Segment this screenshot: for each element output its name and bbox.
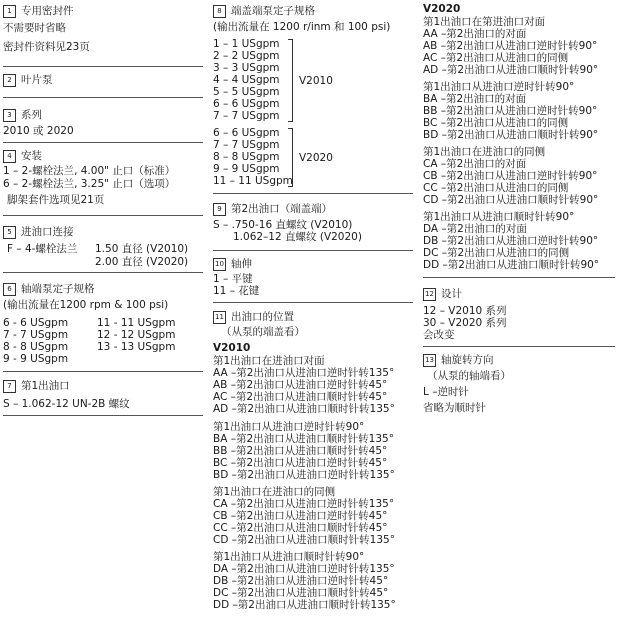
design-v2020: 30 – V2020 系列 (423, 317, 507, 329)
port-position-item: AC –第2出油口从进油口顺时针转45° (213, 391, 388, 403)
divider (213, 193, 413, 194)
port-position-item: DB –第2出油口从进油口逆时针转45° (213, 575, 389, 587)
section-number-box: 13 (423, 354, 436, 367)
divider (3, 415, 203, 416)
port-position-item: CC –第2出油口从进油口顺时针转45° (213, 522, 388, 534)
divider (3, 272, 203, 273)
port-position-item: BB –第2出油口从进油口逆时针转90° (423, 105, 598, 117)
section-13-heading (423, 354, 494, 367)
port-position-item: AA –第2出油口的对面 (423, 28, 527, 40)
divider (3, 97, 203, 98)
divider (3, 66, 203, 67)
section-3-heading (3, 109, 42, 122)
cover-ring-size-v2010: 3 – 3 USgpm (213, 62, 280, 74)
section-4-heading (3, 150, 42, 163)
port-position-item: AA –第2出油口从进油口逆时针转135° (213, 367, 395, 379)
port-position-item: BD –第2出油口从进油口逆时针转135° (213, 469, 395, 481)
section-title: 系列 (21, 109, 42, 121)
ring-size-left-item: 8 - 8 USgpm (3, 341, 69, 353)
ring-size-left-item: 7 - 7 USgpm (3, 329, 69, 341)
section-title: 第1出油口 (21, 380, 70, 392)
port-group-heading: 第1出油口从进油口逆时针转90° (213, 421, 365, 433)
port-position-item: BD –第2出油口从进油口顺时针转90° (423, 129, 599, 141)
ring-size-right-item: 13 - 13 USgpm (97, 341, 176, 353)
section-number-box: 12 (423, 288, 436, 301)
divider (423, 277, 615, 278)
section-number-box: 11 (213, 311, 226, 324)
cover-ring-size-v2010: 4 – 4 USgpm (213, 74, 280, 86)
ring-size-left-item: 6 - 6 USgpm (3, 317, 69, 329)
section-number-box: 6 (3, 283, 16, 296)
mounting-option-6: 6 – 2-螺栓法兰, 3.25" 止口（选项） (3, 178, 176, 190)
port-group-heading: 第1出油口在进油口对面 (213, 355, 325, 367)
shaft-option-spline: 11 – 花键 (213, 285, 260, 297)
foot-kit-reference: 脚架套件选项见21页 (7, 194, 105, 206)
section-title: 第2出油口（端盖端） (231, 203, 333, 215)
ring-size-right-item: 12 - 12 USgpm (97, 329, 176, 341)
cover-ring-size-v2010: 2 – 2 USgpm (213, 50, 280, 62)
divider (423, 346, 615, 347)
port-position-item: CB –第2出油口从进油口逆时针转45° (213, 510, 388, 522)
series-heading-v2010: V2010 (213, 342, 251, 354)
outlet-2-thread-v2010: S – .750-16 直螺纹 (V2010) (213, 219, 353, 231)
section-title: 轴旋转方向 (441, 354, 494, 366)
section-title: 出油口的位置 (231, 311, 294, 323)
cover-ring-size-v2020: 8 – 8 USgpm (213, 151, 280, 163)
section-number-box: 2 (3, 74, 16, 87)
cover-ring-size-v2010: 6 – 6 USgpm (213, 98, 280, 110)
port-position-item: DC –第2出油口从进油口的同侧 (423, 247, 570, 259)
group-label-v2020: V2020 (299, 152, 333, 164)
cover-ring-size-v2010: 7 – 7 USgpm (213, 110, 280, 122)
port-position-item: BA –第2出油口的对面 (423, 93, 527, 105)
port-position-item: BA –第2出油口从进油口顺时针转135° (213, 433, 394, 445)
section-1-heading (3, 5, 74, 18)
outlet-2-thread-v2020: 1.062–12 直螺纹 (V2020) (233, 231, 362, 243)
section-title: 进油口连接 (21, 226, 74, 238)
section-title: 端盖端泵定子规格 (231, 5, 315, 17)
port-position-item: AC –第2出油口从进油口的同侧 (423, 52, 569, 64)
port-position-item: BB –第2出油口从进油口顺时针转45° (213, 445, 388, 457)
port-group-heading: 第1出油口从进油口顺时针转90° (213, 551, 365, 563)
port-position-item: BC –第2出油口从进油口逆时针转45° (213, 457, 388, 469)
section-number-box: 3 (3, 109, 16, 122)
port-position-item: CD –第2出油口从进油口顺时针转90° (423, 194, 599, 206)
section-11-heading (213, 311, 294, 324)
design-change-note: 会改变 (423, 329, 455, 341)
port-position-item: DA –第2出油口从进油口逆时针转135° (213, 563, 395, 575)
inlet-flange-code: F – 4-螺栓法兰 (7, 243, 78, 255)
port-position-item: AD –第2出油口从进油口顺时针转135° (213, 403, 395, 415)
inlet-diameter-v2010: 1.50 直径 (V2010) (95, 243, 189, 255)
cover-ring-size-v2020: 6 – 6 USgpm (213, 127, 280, 139)
port-position-item: CB –第2出油口从进油口逆时针转90° (423, 170, 598, 182)
port-position-item: DD –第2出油口从进油口顺时针转90° (423, 259, 600, 271)
section-1-note: 不需要时省略 (3, 22, 66, 34)
port-position-item: DA –第2出油口的对面 (423, 223, 527, 235)
cover-ring-size-v2010: 5 – 5 USgpm (213, 86, 280, 98)
section-number-box: 7 (3, 380, 16, 393)
section-1-seal-reference: 密封件资料见23页 (3, 41, 90, 53)
cover-ring-size-v2020: 9 – 9 USgpm (213, 163, 280, 175)
port-position-item: DD –第2出油口从进油口顺时针转135° (213, 599, 396, 611)
section-title: 叶片泵 (21, 74, 53, 86)
rotation-cw-note: 省略为顺时针 (423, 402, 486, 414)
section-title: 轴伸 (231, 258, 252, 270)
shaft-option-keyed: 1 – 平键 (213, 273, 253, 285)
section-9-heading (213, 203, 332, 216)
port-position-item: DC –第2出油口从进油口顺时针转45° (213, 587, 389, 599)
port-position-item: CA –第2出油口的对面 (423, 158, 527, 170)
port-position-item: CC –第2出油口从进油口的同侧 (423, 182, 569, 194)
section-8-heading (213, 5, 315, 18)
series-heading-v2020: V2020 (423, 3, 461, 15)
port-position-item: BC –第2出油口从进油口的同侧 (423, 117, 569, 129)
port-position-item: AB –第2出油口从进油口逆时针转45° (213, 379, 388, 391)
port-position-item: AD –第2出油口从进油口顺时针转90° (423, 64, 599, 76)
port-position-item: DB –第2出油口从进油口逆时针转90° (423, 235, 599, 247)
cover-ring-size-v2010: 1 – 1 USgpm (213, 38, 280, 50)
section-title: 安装 (21, 150, 42, 162)
section-6-flow-condition: (输出流量在1200 rpm & 100 psi) (3, 299, 169, 311)
mounting-option-1: 1 – 2-螺栓法兰, 4.00" 止口（标准） (3, 165, 176, 177)
port-position-item: AB –第2出油口从进油口逆时针转90° (423, 40, 598, 52)
inlet-diameter-v2020: 2.00 直径 (V2020) (95, 256, 189, 268)
group-bracket (288, 39, 293, 122)
section-6-heading (3, 283, 95, 296)
section-2-heading (3, 74, 53, 87)
section-11-view-note: （从泵的端盖看） (221, 326, 305, 338)
section-number-box: 8 (213, 5, 226, 18)
section-13-view-note: （从泵的轴端看） (427, 370, 511, 382)
cover-ring-size-v2020: 11 – 11 USgpm (213, 175, 293, 187)
section-number-box: 10 (213, 258, 226, 271)
section-number-box: 5 (3, 226, 16, 239)
divider (3, 215, 203, 216)
section-5-heading (3, 226, 74, 239)
group-bracket (288, 128, 293, 187)
port-position-item: CD –第2出油口从进油口顺时针转135° (213, 534, 395, 546)
divider (213, 250, 413, 251)
port-group-heading: 第1出油口从进油口逆时针转90° (423, 81, 575, 93)
port-group-heading: 第1出油口在进油口的同侧 (423, 146, 546, 158)
cover-ring-size-v2020: 7 – 7 USgpm (213, 139, 280, 151)
section-number-box: 9 (213, 203, 226, 216)
section-8-flow-condition: (输出流量在 1200 r/inm 和 100 psi) (213, 21, 391, 33)
port-group-heading: 第1出油口在进油口的同侧 (213, 486, 336, 498)
section-number-box: 1 (3, 5, 16, 18)
group-label-v2010: V2010 (299, 75, 333, 87)
section-title: 设计 (441, 288, 462, 300)
port-group-heading: 第1出油口在第进油口对面 (423, 16, 546, 28)
section-title: 专用密封件 (21, 5, 74, 17)
section-title: 轴端泵定子规格 (21, 283, 95, 295)
section-7-heading (3, 380, 70, 393)
section-12-heading (423, 288, 462, 301)
ring-size-left-item: 9 - 9 USgpm (3, 353, 69, 365)
port-position-item: CA –第2出油口从进油口逆时针转135° (213, 498, 395, 510)
divider (213, 302, 413, 303)
outlet-1-thread: S – 1.062-12 UN-2B 螺纹 (3, 398, 130, 410)
divider (3, 142, 203, 143)
section-10-heading (213, 258, 252, 271)
series-options: 2010 或 2020 (3, 125, 74, 137)
rotation-ccw: L –逆时针 (423, 386, 469, 398)
ring-size-right-item: 11 - 11 USgpm (97, 317, 176, 329)
section-number-box: 4 (3, 150, 16, 163)
design-v2010: 12 – V2010 系列 (423, 305, 507, 317)
port-group-heading: 第1出油口从进油口顺时针转90° (423, 211, 575, 223)
divider (3, 371, 203, 372)
